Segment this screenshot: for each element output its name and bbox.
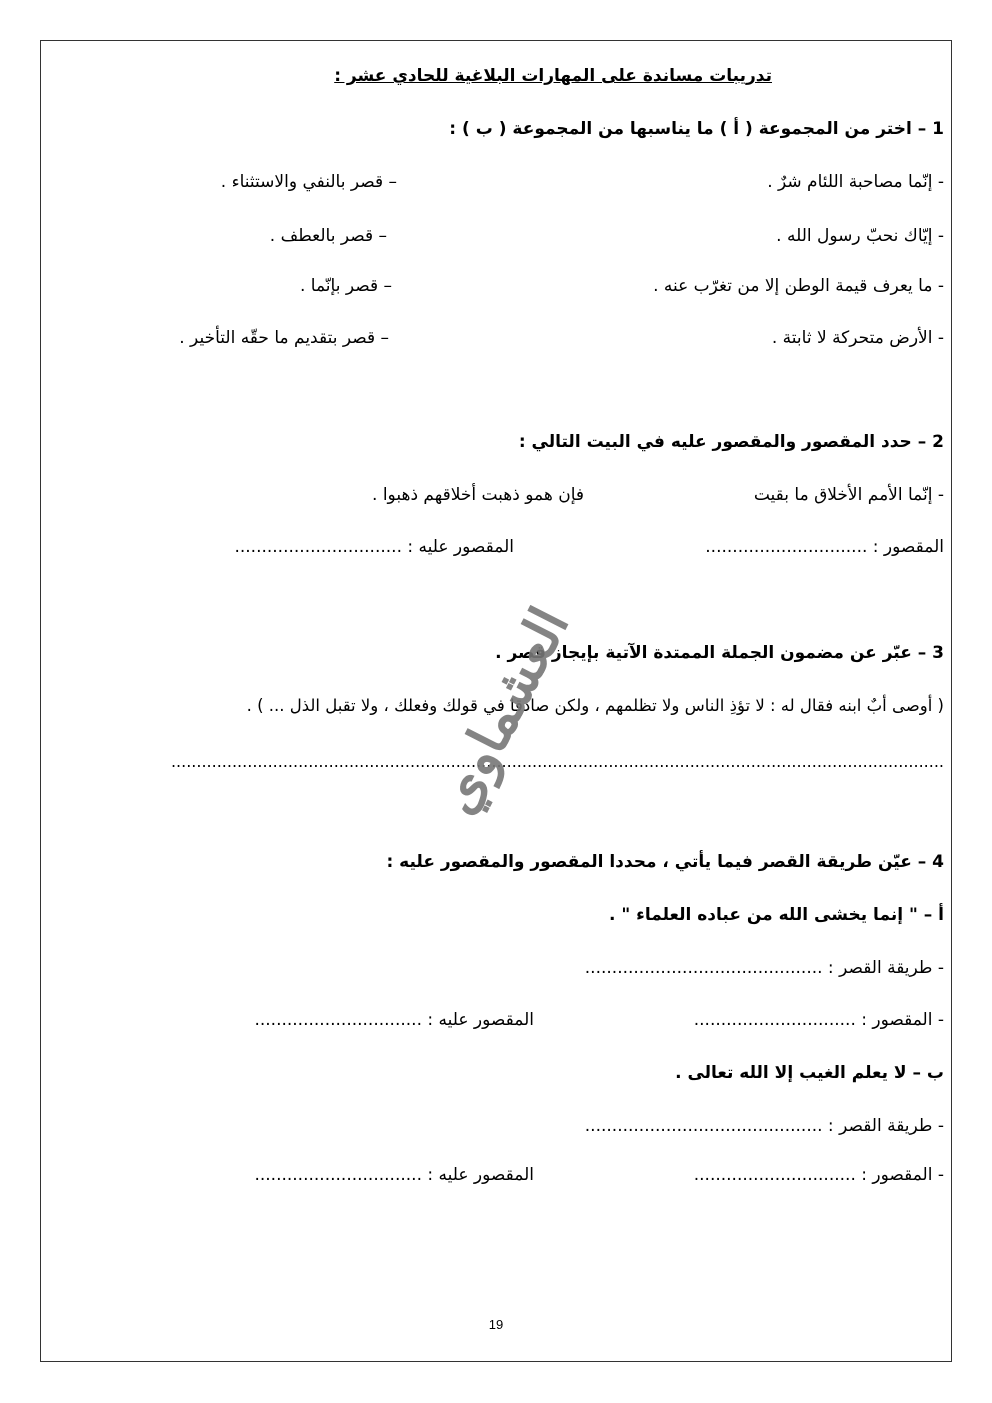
q1-group-b-item-1: – قصر بالنفي والاستثناء . bbox=[220, 172, 397, 192]
q1-group-a-item-2: - إيّاك نحبّ رسول الله . bbox=[776, 226, 944, 246]
q4-part-b-method: - طريقة القصر : ............................................ bbox=[584, 1116, 944, 1136]
q1-group-b-item-3: – قصر بإنّما . bbox=[299, 276, 392, 296]
q4-part-b-maqsur: - المقصور : .............................. bbox=[693, 1165, 944, 1185]
q3-heading: 3 – عبّر عن مضمون الجملة الممتدة الآتية بإيجاز قصر . bbox=[495, 643, 944, 663]
page-number: 19 bbox=[488, 1317, 504, 1332]
q2-maqsur-answer: المقصور : .............................. bbox=[705, 537, 944, 557]
q4-part-b-maqsur-alayh: المقصور عليه : ............................... bbox=[254, 1165, 534, 1185]
q4-part-a-method: - طريقة القصر : ............................................ bbox=[584, 958, 944, 978]
q3-answer-line: ........................................................................................................................................................ bbox=[170, 752, 944, 771]
q4-part-a-maqsur: - المقصور : .............................. bbox=[693, 1010, 944, 1030]
q3-text: ( أوصى أبٌ ابنه فقال له : لا تؤذِ الناس ولا تظلمهم ، ولكن صادقا في قولك وفعلك ، ولا تقبل الذل ... ) . bbox=[246, 696, 944, 715]
q1-group-b-item-2: – قصر بالعطف . bbox=[269, 226, 387, 246]
q1-group-a-item-4: - الأرض متحركة لا ثابتة . bbox=[771, 328, 944, 348]
q4-heading: 4 – عيّن طريقة القصر فيما يأتي ، محددا المقصور والمقصور عليه : bbox=[386, 852, 944, 872]
author-watermark: العشماوي bbox=[423, 596, 582, 824]
q4-part-a-maqsur-alayh: المقصور عليه : ............................... bbox=[254, 1010, 534, 1030]
q1-heading: 1 – اختر من المجموعة ( أ ) ما يناسبها من المجموعة ( ب ) : bbox=[449, 119, 944, 139]
q2-maqsur-alayh-answer: المقصور عليه : ............................... bbox=[234, 537, 514, 557]
q2-heading: 2 – حدد المقصور والمقصور عليه في البيت التالي : bbox=[518, 432, 944, 452]
q2-verse-first-hemistich: - إنّما الأمم الأخلاق ما بقيت bbox=[753, 485, 944, 505]
page-title: تدريبات مساندة على المهارات البلاغية للحادي عشر : bbox=[334, 66, 772, 86]
q4-part-a-heading: أ – " إنما يخشى الله من عباده العلماء " . bbox=[608, 905, 944, 925]
q1-group-a-item-1: - إنّما مصاحبة اللئام شرٌ . bbox=[767, 172, 944, 192]
q4-part-b-heading: ب – لا يعلم الغيب إلا الله تعالى . bbox=[675, 1063, 944, 1083]
q1-group-a-item-3: - ما يعرف قيمة الوطن إلا من تغرّب عنه . bbox=[653, 276, 944, 296]
q1-group-b-item-4: – قصر بتقديم ما حقّه التأخير . bbox=[179, 328, 389, 348]
q2-verse-second-hemistich: فإن همو ذهبت أخلاقهم ذهبوا . bbox=[372, 485, 584, 505]
